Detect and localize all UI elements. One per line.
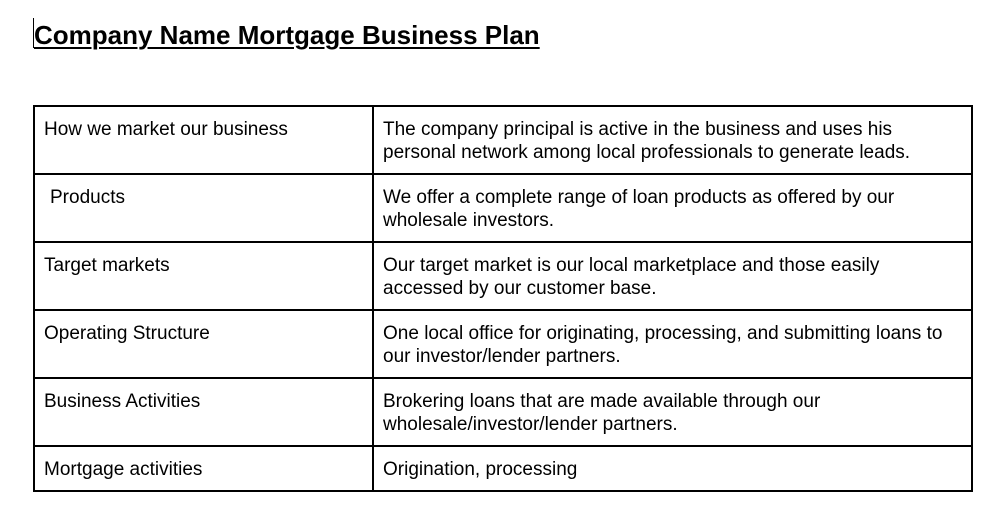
table-row	[34, 242, 972, 310]
row-label-cell[interactable]: Business Activities	[34, 378, 373, 446]
table-row	[34, 446, 972, 491]
row-label-cell[interactable]: Operating Structure	[34, 310, 373, 378]
row-label-cell[interactable]: Products	[34, 174, 373, 242]
row-label-cell[interactable]: Target markets	[34, 242, 373, 310]
row-label-cell[interactable]: How we market our business	[34, 106, 373, 174]
table-row	[34, 310, 972, 378]
row-description-cell[interactable]: Origination, processing	[373, 446, 972, 491]
row-label-cell[interactable]: Mortgage activities	[34, 446, 373, 491]
table-row	[34, 174, 972, 242]
row-description-cell[interactable]: Brokering loans that are made available through our wholesale/investor/lender partners.	[373, 378, 972, 446]
row-description-cell[interactable]: We offer a complete range of loan products as offered by our wholesale investors.	[373, 174, 972, 242]
business-plan-table	[33, 105, 973, 492]
table-row	[34, 106, 972, 174]
row-description-cell[interactable]: Our target market is our local marketplace and those easily accessed by our customer base.	[373, 242, 972, 310]
table-row	[34, 378, 972, 446]
document-title[interactable]: Company Name Mortgage Business Plan	[34, 20, 540, 50]
row-description-cell[interactable]: The company principal is active in the business and uses his personal network among local professionals to generate leads.	[373, 106, 972, 174]
row-description-cell[interactable]: One local office for originating, processing, and submitting loans to our investor/lender partners.	[373, 310, 972, 378]
